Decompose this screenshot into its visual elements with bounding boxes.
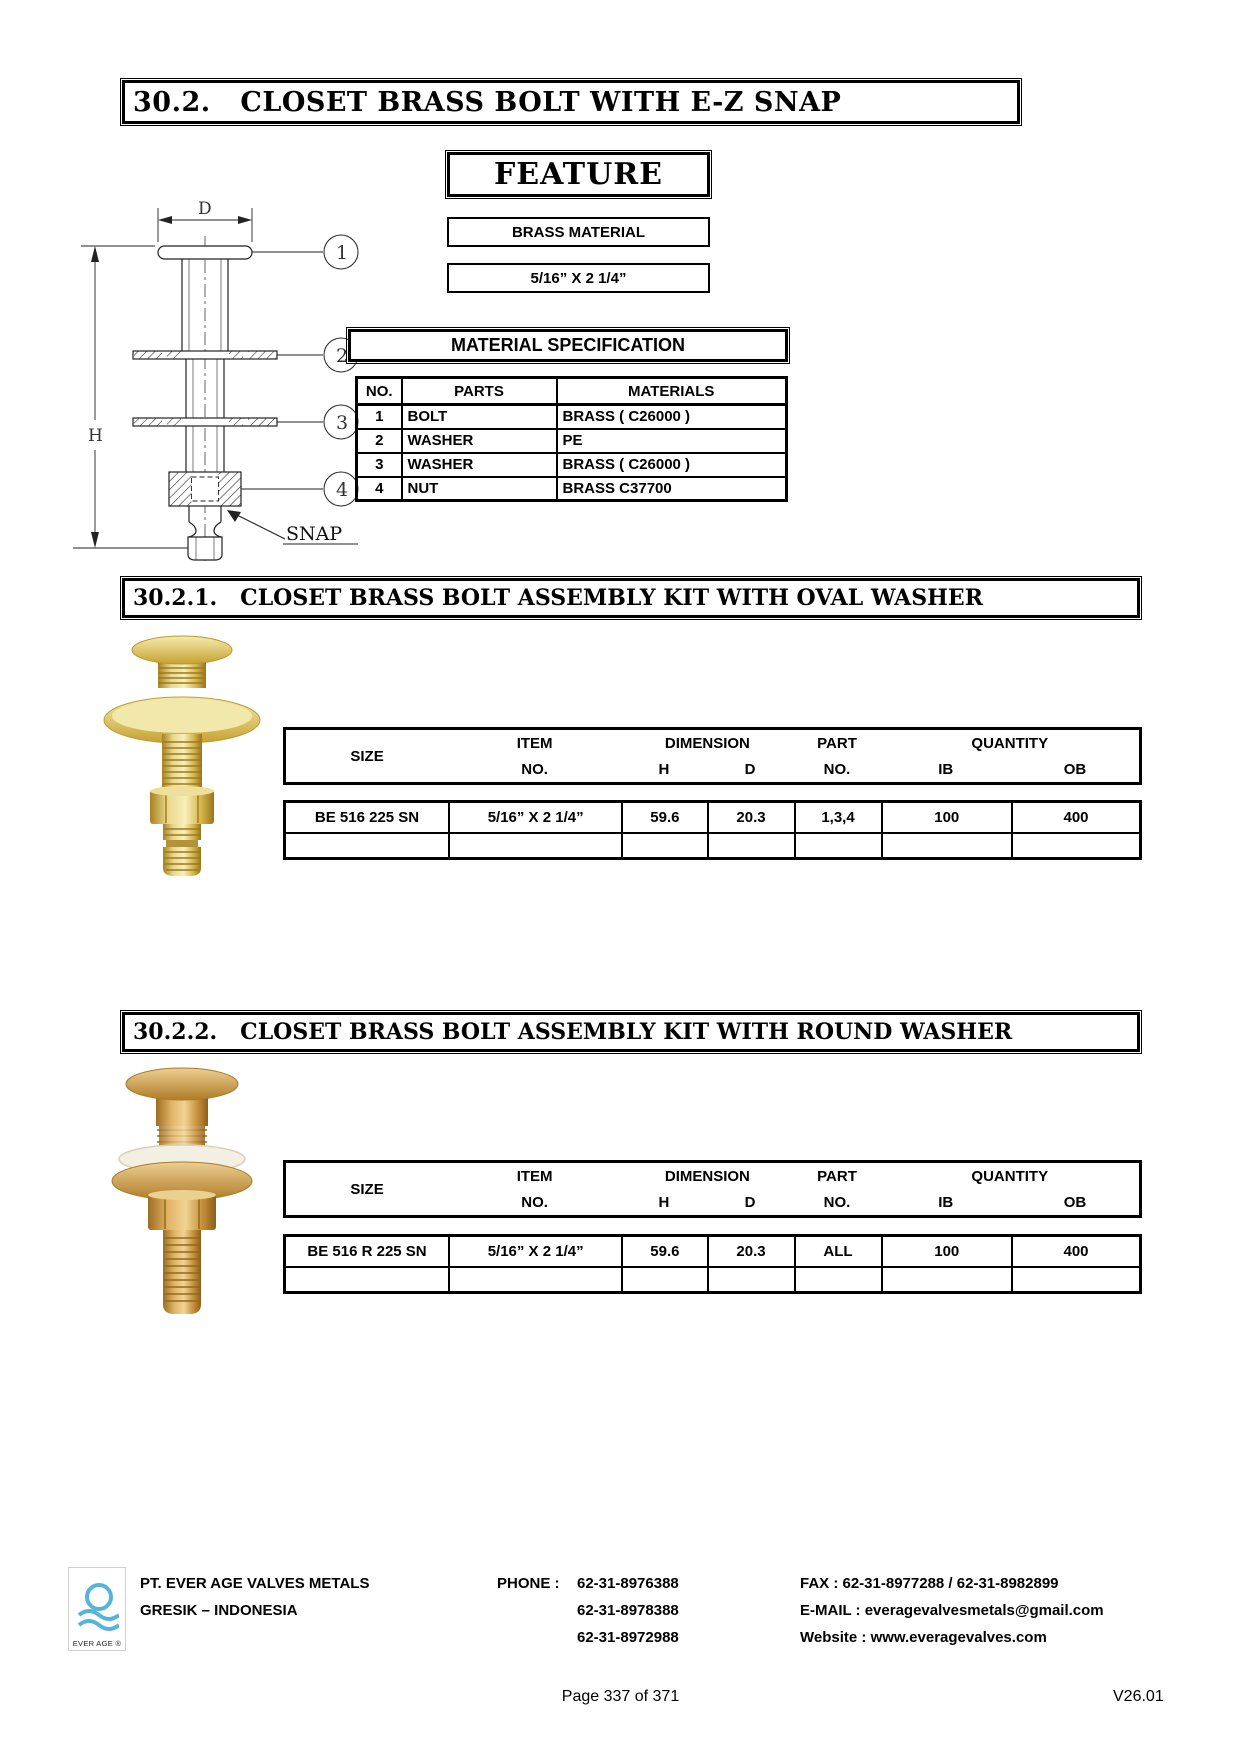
col-size: SIZE (350, 1180, 384, 1198)
footer-company-block (140, 1570, 369, 1624)
callout-1: 1 (336, 242, 349, 264)
kit-table-1-data (283, 800, 1142, 860)
section-2-heading: 30.2.2. CLOSET BRASS BOLT ASSEMBLY KIT WITH ROUND WASHER (133, 1019, 1013, 1045)
empty-cell (448, 832, 621, 857)
empty-cell (448, 1266, 621, 1291)
kit-table-1-header (283, 727, 1142, 785)
section-1-heading: 30.2.1. CLOSET BRASS BOLT ASSEMBLY KIT WITH OVAL WASHER (133, 585, 983, 611)
table-row: 4 NUT BRASS C37700 (357, 477, 787, 501)
page-title-box (122, 80, 1020, 124)
col-part: PART (817, 1167, 857, 1185)
col-ib: IB (938, 1193, 954, 1211)
phone-label-spacer (497, 1597, 569, 1624)
phone-number: 62-31-8978388 (577, 1602, 679, 1619)
technical-diagram (55, 188, 390, 573)
version-label: V26.01 (1113, 1688, 1164, 1705)
feature-material: BRASS MATERIAL (511, 223, 646, 241)
cell-d: 20.3 (707, 803, 794, 832)
col-quantity: QUANTITY (971, 734, 1049, 752)
page-number: Page 337 of 371 (561, 1688, 680, 1705)
empty-cell (621, 832, 706, 857)
footer-contact-block (800, 1570, 1104, 1651)
col-d: D (744, 760, 756, 778)
cell-h: 59.6 (621, 803, 706, 832)
cell-size: 5/16” X 2 1/4” (448, 1237, 621, 1266)
company-logo (68, 1567, 126, 1651)
material-spec-table (355, 376, 788, 502)
feature-size-box (447, 263, 710, 293)
cell-ob: 400 (1011, 803, 1139, 832)
empty-cell (794, 832, 881, 857)
email-line: E-MAIL : everagevalvesmetals@gmail.com (800, 1602, 1104, 1619)
col-size: SIZE (350, 747, 384, 765)
website-line: Website : www.everagevalves.com (800, 1629, 1047, 1646)
empty-cell (707, 1266, 794, 1291)
col-item-no: NO. (521, 760, 548, 778)
col-part-no: NO. (823, 1193, 851, 1211)
col-quantity: QUANTITY (971, 1167, 1049, 1185)
col-ob: OB (1063, 1193, 1087, 1211)
empty-cell (621, 1266, 706, 1291)
col-item-no: NO. (521, 1193, 548, 1211)
company-name: PT. EVER AGE VALVES METALS (140, 1575, 370, 1592)
col-part-no: NO. (823, 760, 851, 778)
phone-label: PHONE : (497, 1575, 560, 1592)
col-dimension: DIMENSION (664, 1167, 750, 1185)
table-row: 3 WASHER BRASS ( C26000 ) (357, 453, 787, 477)
cell-item-no: BE 516 R 225 SN (307, 1243, 427, 1260)
dim-d-label: D (198, 199, 212, 219)
fax-line: FAX : 62-31-8977288 / 62-31-8982899 (800, 1575, 1059, 1592)
bolt-line-drawing (55, 188, 390, 568)
col-ib: IB (938, 760, 954, 778)
spec-col-parts: PARTS (402, 378, 557, 405)
table-row: 1 BOLT BRASS ( C26000 ) (357, 405, 787, 429)
company-location: GRESIK – INDONESIA (140, 1602, 298, 1619)
material-spec-title: MATERIAL SPECIFICATION (451, 335, 685, 355)
empty-cell (794, 1266, 881, 1291)
spec-header-row (357, 378, 787, 405)
cell-ob: 400 (1011, 1237, 1139, 1266)
cell-size: 5/16” X 2 1/4” (448, 803, 621, 832)
logo-text: EVER AGE ® (72, 1639, 122, 1648)
cell-part-no: ALL (794, 1237, 881, 1266)
empty-cell (1011, 1266, 1139, 1291)
cell-item-no: BE 516 225 SN (314, 809, 420, 826)
cell-h: 59.6 (621, 1237, 706, 1266)
section-1-heading-box (122, 578, 1140, 618)
page-title: 30.2. CLOSET BRASS BOLT WITH E-Z SNAP (133, 86, 842, 118)
phone-label-spacer (497, 1624, 569, 1651)
callout-4: 4 (336, 479, 349, 501)
dim-h-label: H (88, 426, 103, 446)
empty-cell (286, 1266, 448, 1291)
table-row: 2 WASHER PE (357, 429, 787, 453)
cell-ib: 100 (881, 1237, 1012, 1266)
phone-number: 62-31-8972988 (577, 1629, 679, 1646)
cell-part-no: 1,3,4 (794, 803, 881, 832)
footer-phone-block (497, 1570, 679, 1651)
empty-cell (881, 832, 1012, 857)
snap-label: SNAP (286, 523, 343, 545)
col-part: PART (817, 734, 857, 752)
empty-cell (881, 1266, 1012, 1291)
col-d: D (744, 1193, 756, 1211)
empty-cell (707, 832, 794, 857)
empty-cell (286, 832, 448, 857)
section-2-heading-box (122, 1012, 1140, 1052)
feature-title: FEATURE (493, 157, 664, 192)
kit-table-2-header (283, 1160, 1142, 1218)
product-photo-oval-washer (100, 628, 265, 885)
empty-cell (1011, 832, 1139, 857)
product-photo-round-washer (95, 1056, 270, 1329)
col-item: ITEM (516, 734, 553, 752)
feature-size: 5/16” X 2 1/4” (530, 269, 627, 287)
cell-ib: 100 (881, 803, 1012, 832)
col-ob: OB (1063, 760, 1087, 778)
material-spec-title-box (348, 329, 788, 362)
everage-logo-icon (75, 1581, 119, 1639)
feature-title-box (447, 152, 710, 197)
spec-col-no: NO. (357, 378, 402, 405)
kit-table-2-data (283, 1234, 1142, 1294)
phone-number: 62-31-8976388 (577, 1575, 679, 1592)
callout-2: 2 (336, 345, 349, 367)
col-item: ITEM (516, 1167, 553, 1185)
callout-3: 3 (336, 412, 349, 434)
feature-material-box (447, 217, 710, 247)
spec-col-materials: MATERIALS (557, 378, 787, 405)
col-h: H (658, 1193, 670, 1211)
col-h: H (658, 760, 670, 778)
col-dimension: DIMENSION (664, 734, 750, 752)
cell-d: 20.3 (707, 1237, 794, 1266)
